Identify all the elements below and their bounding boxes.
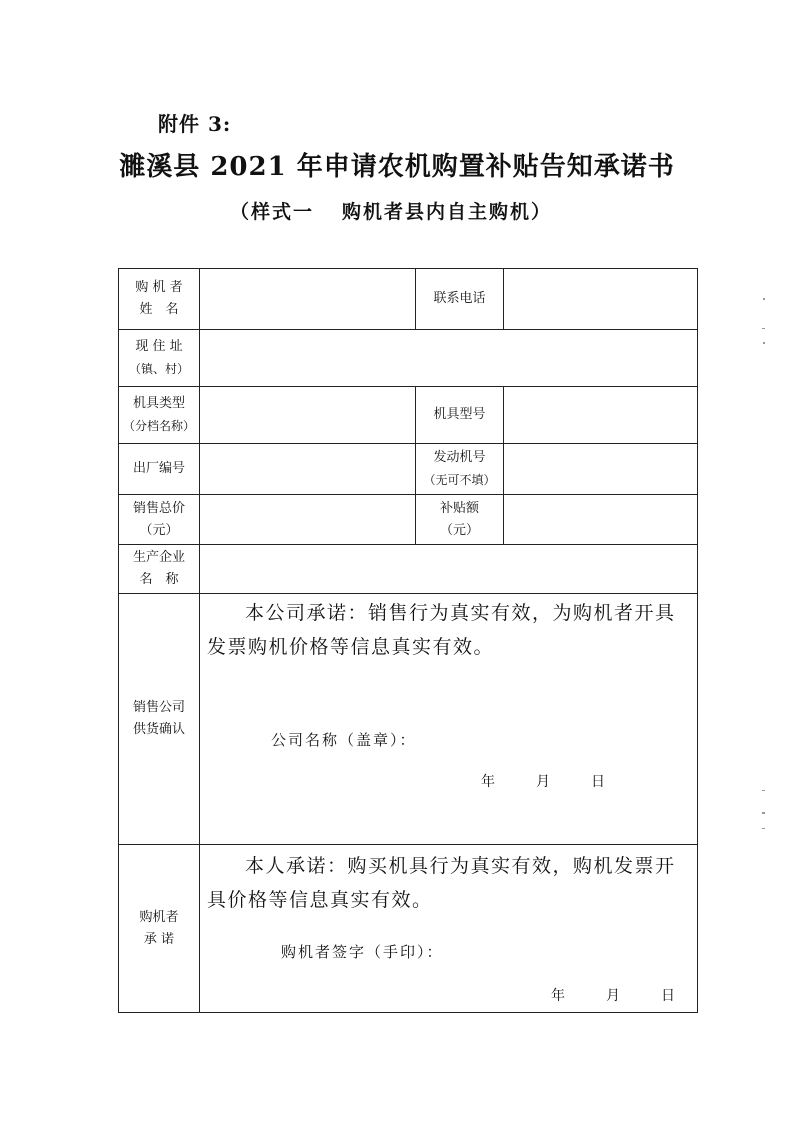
application-form <box>118 268 698 1013</box>
scan-speck <box>762 812 765 814</box>
machine-model-field[interactable] <box>504 387 697 443</box>
factory-no-field[interactable] <box>200 444 415 494</box>
seller-date-day: 日 <box>591 774 605 790</box>
subtitle-part-b: 购机者县内自主购机） <box>342 201 553 223</box>
engine-no-label-line1: 发动机号 <box>433 450 486 465</box>
buyer-name-field[interactable] <box>200 269 415 329</box>
seller-pledge-line1: 本公司承诺：销售行为真实有效，为购机者开具 <box>245 602 676 624</box>
machine-type-field[interactable] <box>200 387 415 443</box>
machine-model-label-text: 机具型号 <box>433 407 486 422</box>
phone-label <box>416 269 503 329</box>
subsidy-field[interactable] <box>504 495 697 544</box>
buyer-date-month: 月 <box>606 988 620 1004</box>
seller-date-month: 月 <box>536 774 550 790</box>
factory-no-label-text: 出厂编号 <box>132 461 185 476</box>
buyer-name-label-line2: 姓 名 <box>139 302 179 317</box>
scan-speck <box>762 328 765 329</box>
price-label-line2: （元） <box>139 522 179 538</box>
buyer-pledge-label-line1: 购机者 <box>139 909 179 925</box>
buyer-pledge-label-line2: 承 诺 <box>143 931 175 947</box>
scan-speck <box>762 828 765 829</box>
subsidy-label-line1: 补贴额 <box>439 500 479 516</box>
subtitle-part-a: （样式一 <box>230 201 315 223</box>
phone-label-text: 联系电话 <box>433 291 486 306</box>
attachment-label: 附件 3: <box>158 112 232 136</box>
buyer-date-year: 年 <box>551 988 565 1004</box>
address-field[interactable] <box>200 330 697 386</box>
page-subtitle <box>230 197 552 224</box>
manufacturer-label-line2: 名 称 <box>139 572 179 587</box>
machine-type-label <box>119 387 199 443</box>
scan-speck <box>763 342 765 344</box>
seller-confirm-label-line2: 供货确认 <box>132 722 185 737</box>
buyer-signature-label: 购机者签字（手印）： <box>281 943 444 961</box>
manufacturer-field[interactable] <box>200 545 697 593</box>
address-label-line2: （镇、村） <box>128 362 189 376</box>
machine-model-label <box>416 387 503 443</box>
address-label <box>119 330 199 386</box>
buyer-name-label-line1: 购 机 者 <box>135 280 183 295</box>
buyer-name-label <box>119 269 199 329</box>
price-label <box>119 495 199 544</box>
buyer-pledge-text <box>207 849 697 917</box>
address-label-line1: 现 住 址 <box>135 339 183 354</box>
engine-no-label-line2: （无可不填） <box>423 473 496 487</box>
buyer-date-day: 日 <box>661 988 675 1004</box>
seller-pledge-line2: 发票购机价格等信息真实有效。 <box>207 636 495 658</box>
buyer-pledge-line2: 具价格等信息真实有效。 <box>207 889 433 911</box>
factory-no-label <box>119 444 199 494</box>
seller-confirm-label-line1: 销售公司 <box>132 700 185 715</box>
seller-pledge-text <box>207 596 697 664</box>
seller-date-year: 年 <box>481 774 495 790</box>
seller-signature-label: 公司名称（盖章）： <box>271 731 417 749</box>
buyer-pledge-label <box>119 845 199 1012</box>
price-label-line1: 销售总价 <box>132 500 185 516</box>
buyer-pledge-line1: 本人承诺：购买机具行为真实有效，购机发票开 <box>245 855 676 877</box>
subsidy-label-line2: （元） <box>439 522 479 538</box>
manufacturer-label <box>119 545 199 593</box>
engine-no-field[interactable] <box>504 444 697 494</box>
seller-confirm-label <box>119 594 199 844</box>
buyer-date <box>551 985 675 1005</box>
phone-field[interactable] <box>504 269 697 329</box>
machine-type-label-line1: 机具类型 <box>132 396 185 411</box>
subsidy-label <box>416 495 503 544</box>
engine-no-label <box>416 444 503 494</box>
seller-date <box>481 771 605 791</box>
price-field[interactable] <box>200 495 415 544</box>
scan-speck <box>762 790 765 791</box>
manufacturer-label-line1: 生产企业 <box>132 550 185 565</box>
page-title: 濉溪县 2021 年申请农机购置补贴告知承诺书 <box>119 152 675 182</box>
scan-speck <box>763 298 765 300</box>
machine-type-label-line2: （分档名称） <box>122 419 195 433</box>
